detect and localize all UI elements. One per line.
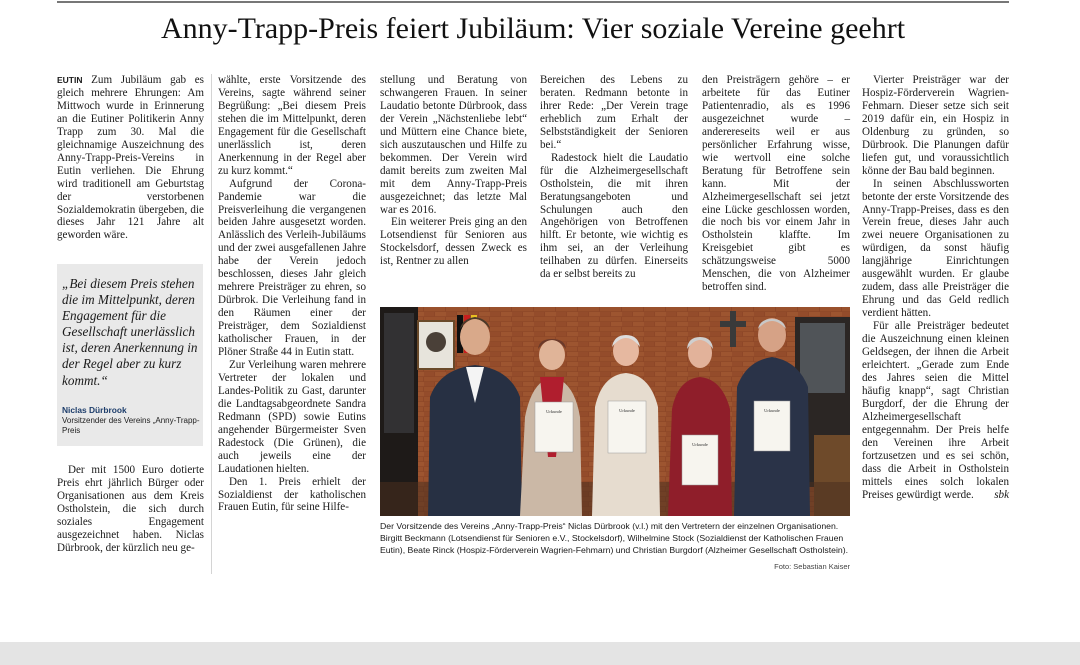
- body-text: In seinen Abschlussworten betonte der erste Vorsitzende des Anny-Trapp-Preises, dass es den Verein freue, dieses Jahr auch zwei neuere Organisationen zu würdigen, da sonst häufig langjährige Einrichtungen ausgewählt wurden. Er glaube zudem, dass alle Preisträger die Ehrung und das Geld redlich verdient hätten.: [862, 177, 1009, 320]
- body-text: Zur Verleihung waren mehrere Vertreter der lokalen und Landes-Politik zu Gast, darunter die Landtagsabgeordnete Sandra Redmann (SPD) sowie Eutins angehender Bürgermeister Sven Radestock (Die Grünen), die auch jeweils eine der Laudationen hielten.: [218, 358, 366, 475]
- headline: Anny-Trapp-Preis feiert Jubiläum: Vier soziale Vereine geehrt: [160, 12, 906, 45]
- column-2: [218, 74, 366, 514]
- body-text: Vierter Preisträger war der Hospiz-Förderverein Wagrien-Fehmarn. Dieser setze sich seit 2019 dafür ein, ein Hospiz in Oldenburg zu gründen, so Dürbrook. Die Planungen dafür liefen gut, und voraussichtlich könne der Bau bald beginnen.: [862, 74, 1009, 177]
- viewer-bottom-bar: [0, 642, 1080, 665]
- photo-caption: Der Vorsitzende des Vereins „Anny-Trapp-Preis“ Niclas Dürbrook (v.l.) mit den Vertretern der einzelnen Organisationen. Birgitt Beckmann (Lotsendienst für Senioren e.V., Stockelsdorf), Wilhelmine Stock (Sozialdienst der Katholischen Frauen Eutin), Beate Rinck (Hospiz-Förderverein Wagrien-Fehmarn) und Christian Burgdorf (Alzheimer Gesellschaft Ostholstein).: [380, 521, 849, 556]
- column-5: [702, 74, 850, 294]
- certificate-label: Urkunde: [692, 442, 708, 447]
- pull-quote-text: „Bei diesem Preis stehen die im Mittelpunkt, deren Engagement für die Gesellschaft unerlässlich ist, deren Anerkennung in der Regel aber zu kurz kommt.“: [62, 276, 198, 388]
- body-text: Der mit 1500 Euro dotierte Preis ehrt jährlich Bürger oder Organisationen aus dem Kreis Ostholstein, die sich durch soziales Engagement ausgezeichnet haben. Niclas Dürbrook, der kürzlich neu ge-: [57, 464, 204, 554]
- pull-quote-role: Vorsitzender des Vereins „Anny-Trapp-Preis: [62, 416, 200, 435]
- certificate-label: Urkunde: [546, 409, 562, 414]
- award-photo: [380, 307, 850, 516]
- column-1-top: [57, 74, 204, 242]
- body-text: Aufgrund der Corona-Pandemie war die Preisverleihung die vergangenen beiden Jahre ausgesetzt worden. Anlässlich des Verleih-Jubiläums und der zwei ausgefallenen Jahre habe der Verein jedoch beschlossen, dieses Jahr gleich mehrere Preisträger zu ehren, so Dürbrok. Die Verleihung fand in den Räumen einer der Preisträger, dem Sozialdienst katholischer Frauen, in der Plöner Straße 44 in Eutin statt.: [218, 177, 366, 359]
- column-4: [540, 74, 688, 281]
- column-1-bottom: [57, 464, 204, 555]
- certificate-label: Urkunde: [619, 408, 635, 413]
- body-text: Bereichen des Lebens zu beraten. Redmann betonte in ihrer Rede: „Der Verein trage erheblich zum Erhalt der Selbstständigkeit der Senioren bei.“: [540, 74, 688, 151]
- body-text: stellung und Beratung von schwangeren Frauen. In seiner Laudatio betonte Dürbrook, dass der Verein „Nächstenliebe lebt“ und Müttern eine Chance biete, sich auszutauschen und Hilfe zu bekommen. Der Verein wird damit bereits zum zweiten Mal mit dem Anny-Trapp-Preis ausgezeichnet; das letzte Mal war es 2016.: [380, 74, 527, 216]
- column-3: [380, 74, 527, 268]
- author-signature: sbk: [994, 488, 1009, 501]
- top-rule: [57, 1, 1009, 3]
- photo-credit: Foto: Sebastian Kaiser: [774, 562, 850, 571]
- body-text: Radestock hielt die Laudatio für die Alzheimergesellschaft Ostholstein, die mit ihren Beratungsangeboten und Schulungen auch den Angehörigen von Betroffenen hilft. Er betonte, wie wichtig es ihm sei, an der Verleihung teilhaben zu dürfen. Einerseits da er selbst bereits zu: [540, 151, 688, 281]
- certificate-label: Urkunde: [764, 408, 780, 413]
- pull-quote-author: Niclas Dürbrook: [62, 405, 127, 415]
- body-text: den Preisträgern gehöre – er arbeitete für das Eutiner Patientenradio, als es 1996 ausgezeichnet wurde – anderereseits weil er aus persönlicher Erfahrung wisse, wie wertvoll eine solche Beratung für Betroffene sein kann. Mit der Alzheimergesellschaft sei jetzt eine Lücke geschlossen worden, die noch bis vor einem Jahr in Ostholstein klaffte. Im Kreisgebiet gibt es schätzungsweise 5000 Menschen, die von Alzheimer betroffen sind.: [702, 74, 850, 294]
- body-text: Für alle Preisträger bedeutet die Auszeichnung einen kleinen Geldsegen, der ihnen die Arbeit erleichtert. „Gerade zum Ende des Jahres seien die Mittel häufig knapp“, sagt Christian Burgdorf, der die Ehrung der Alzheimergesellschaft entgegennahm. Der Preis helfe den Vereinen ihre Arbeit fortzusetzen und es sei schön, dass die Arbeit in Ostholstein mittels eines solch lokalen Preises gewürdigt werde. sbk: [862, 320, 1009, 501]
- body-text: Ein weiterer Preis ging an den Lotsendienst für Senioren aus Stockelsdorf, dessen Zweck es ist, Rentner zu allen: [380, 216, 527, 268]
- column-divider: [211, 74, 212, 574]
- dateline: EUTIN: [57, 75, 83, 85]
- body-text: Den 1. Preis erhielt der Sozialdienst der katholischen Frauen Eutin, für seine Hilfe-: [218, 475, 366, 514]
- body-text: Zum Jubiläum gab es gleich mehrere Ehrungen: Am Mittwoch wurde in Erinnerung an die Eutiner Politikerin Anny Trapp zum 30. Mal die gleichnamige Auszeichnung des Anny-Trapp-Preis-Vereins in Eutin verliehen. Die Ehrung wird traditionell am Geburtstag der verstorbenen Sozialdemokratin übergeben, die dieses Jahr 121 Jahre alt geworden wäre.: [57, 74, 204, 242]
- body-text: wählte, erste Vorsitzende des Vereins, sagte während seiner Begrüßung: „Bei diesem Preis stehen die im Mittelpunkt, deren Engagement für die Gesellschaft unerlässlich ist, deren Anerkennung in der Regel aber zu kurz kommt.“: [218, 74, 366, 177]
- column-6: [862, 74, 1009, 501]
